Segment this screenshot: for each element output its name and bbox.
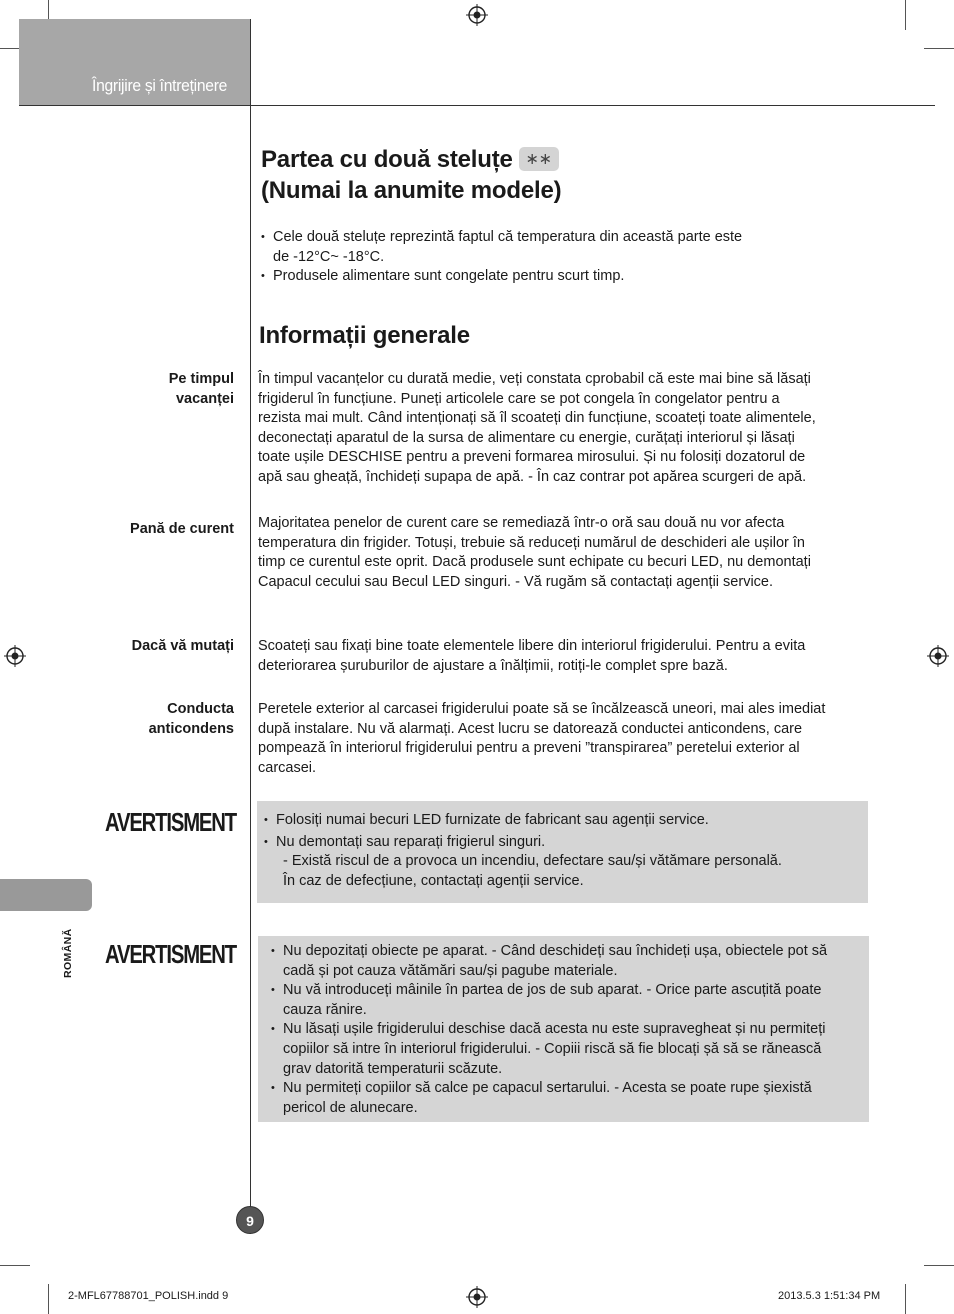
list-item: • Nu lăsați ușile frigiderului deschise dacă acesta nu este supravegheat și nu permiteți copiilor să intre în interiorul frigiderului. - Copiii riscă să fie blocați șă să se rănească grav datorită temperaturii scăzute.: [271, 1020, 866, 1079]
two-star-badge: ∗∗: [519, 147, 559, 171]
general-info-title: Informații generale: [259, 322, 470, 349]
crop-mark: [905, 0, 906, 30]
list-item: • Produsele alimentare sunt congelate pentru scurt timp.: [261, 267, 901, 287]
language-label: ROMÂNĂ: [62, 928, 74, 978]
header-divider: [19, 105, 935, 106]
registration-mark-icon: [4, 645, 26, 667]
section-text-moving: Scoateți sau fixați bine toate elementele libere din interiorul frigiderului. Pentru a evita deteriorarea șuruburilor de ajustare a înălțimii, rotiți-le complet spre bază.: [258, 638, 806, 674]
registration-mark-icon: [466, 1286, 488, 1308]
footer-timestamp: 2013.5.3 1:51:34 PM: [778, 1290, 881, 1302]
list-item: • Cele două steluțe reprezintă faptul că temperatura din această parte este de -12°C~ -18°C.: [261, 228, 901, 267]
warning-box: [258, 936, 869, 1122]
section-text-power-outage: Majoritatea penelor de curent care se remediază într-o oră sau două nu vor afecta temperatura din frigider. Totuși, trebuie să reduceți numărul de deschideri ale ușilor în timp ce curentul este oprit. Dacă produsele sunt echipate cu becuri LED, nu demontați Capacul cecului sau Becul LED singuri. - Vă rugăm să contactați agenții service.: [258, 515, 811, 590]
page-number: 9: [236, 1206, 264, 1234]
list-item: • Nu permiteți copiilor să calce pe capacul sertarului. - Acesta se poate rupe șiexistă pericol de alunecare.: [271, 1079, 866, 1118]
two-star-title-line1: Partea cu două steluțe: [261, 146, 513, 173]
crop-mark: [905, 1284, 906, 1314]
two-star-bullets: [261, 228, 901, 287]
column-divider: [250, 19, 251, 1234]
footer-filename: 2-MFL67788701_POLISH.indd 9: [68, 1290, 229, 1302]
registration-mark-icon: [927, 645, 949, 667]
section-label-moving: Dacă vă mutați: [131, 638, 234, 654]
warning-label: AVERTISMENT: [105, 938, 236, 969]
section-text-anticondensation: Peretele exterior al carcasei frigiderului poate să se încălzească uneori, mai ales imediat după instalare. Nu vă alarmați. Acest lucru se datorează conductei anticondens, care pompează în interiorul frigiderului pentru a preveni ”transpirarea” peretelui exterior al carcasei.: [258, 701, 826, 776]
crop-mark: [48, 1284, 49, 1314]
section-header-title: Îngrijire și întreținere: [92, 76, 228, 95]
section-label-power-outage: Pană de curent: [130, 521, 234, 537]
registration-mark-icon: [466, 4, 488, 26]
warning-label: AVERTISMENT: [105, 806, 236, 837]
crop-mark: [0, 1265, 30, 1266]
list-item: • Folosiți numai becuri LED furnizate de fabricant sau agenții service.: [264, 811, 864, 831]
warning-box: • Folosiți numai becuri LED furnizate de fabricant sau agenții service. • Nu demontați sau reparați frigierul singuri. - Există riscul de a provoca un incendiu, defectare sau/și vătămare personală. În caz de defecțiune, contactați agenții service.: [257, 801, 868, 903]
crop-mark: [924, 48, 954, 49]
two-star-title-line2: (Numai la anumite modele): [261, 177, 562, 204]
list-item: • Nu depozitați obiecte pe aparat. - Când deschideți sau închideți ușa, obiectele pot să cadă și pot cauza vătămări sau/și pagube materiale.: [271, 942, 866, 981]
section-text-vacation: În timpul vacanțelor cu durată medie, veți constata cprobabil că este mai bine să lăsați frigiderul în funcțiune. Puneți articolele care se pot congela în congelator pentru a rezista mai mult. Când intenționați să îl scoateți din funcțiune, scoateți toate alimentele, deconectați aparatul de la sursa de alimentare cu energie, curățați interiorul și lăsați toate ușile DESCHISE pentru a preveni formarea mirosului. Și nu folosiți dozatorul de apă sau gheață, închideți supapa de apă. - În caz contrar pot apărea scurgeri de apă.: [258, 371, 816, 485]
list-item: • Nu demontați sau reparați frigierul singuri.: [264, 833, 864, 853]
language-tab: [0, 879, 92, 911]
section-label-vacation: Pe timpul vacanței: [168, 371, 234, 407]
list-item: • Nu vă introduceți mâinile în partea de jos de sub aparat. - Orice parte ascuțită poate cauza rănire.: [271, 981, 866, 1020]
section-label-anticondensation: Conducta anticondens: [148, 701, 234, 737]
crop-mark: [924, 1265, 954, 1266]
two-star-heading: [261, 144, 881, 206]
